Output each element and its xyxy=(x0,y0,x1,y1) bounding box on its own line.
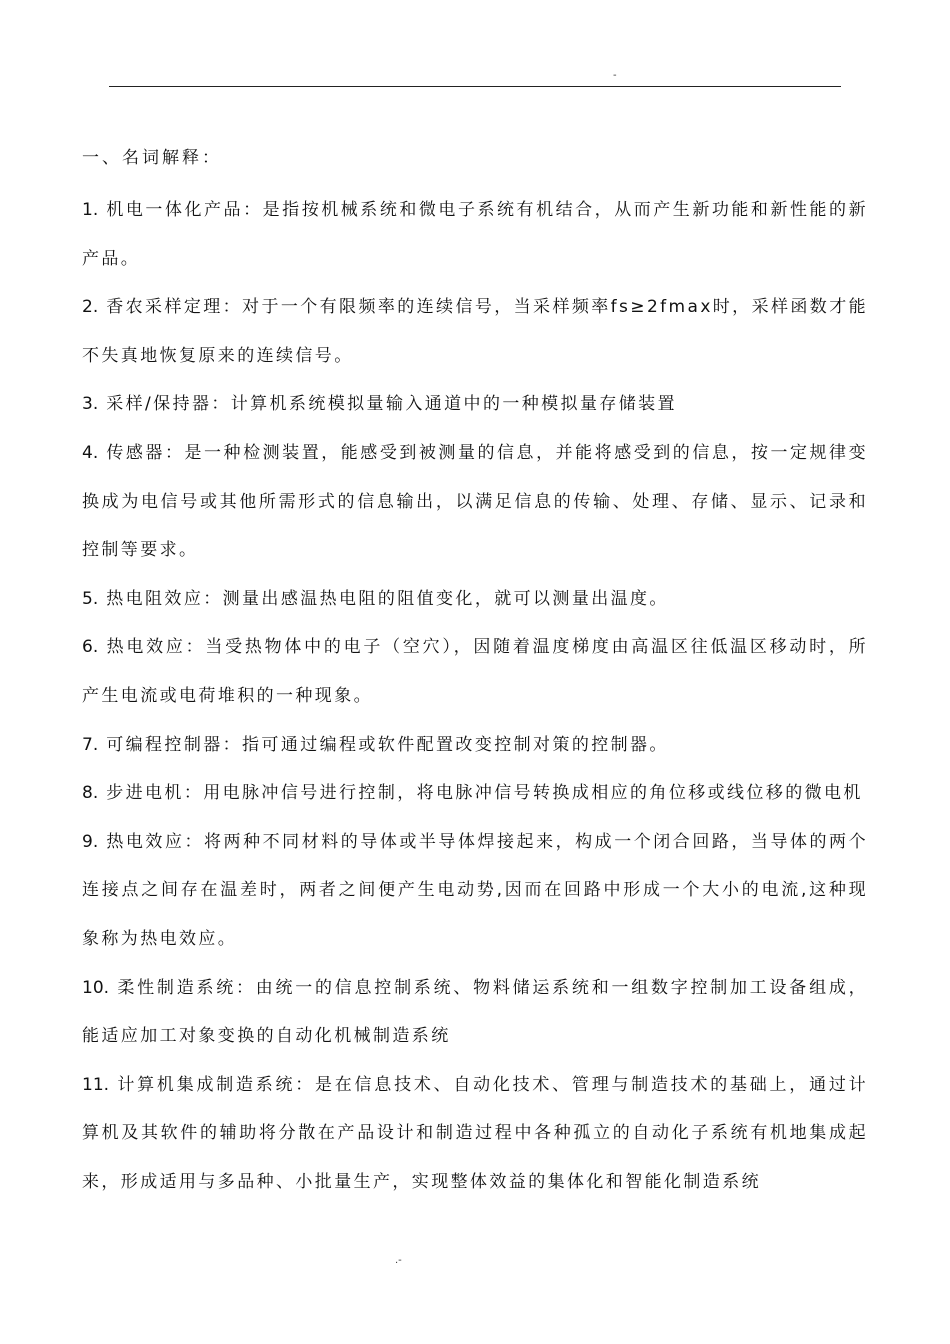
item-number: 6. xyxy=(82,637,99,658)
item-text: 可编程控制器：指可通过编程或软件配置改变控制对策的控制器。 xyxy=(106,734,669,755)
item-text: 采样/保持器：计算机系统模拟量输入通道中的一种模拟量存储装置 xyxy=(106,394,677,415)
item-number: 11. xyxy=(82,1074,110,1095)
definition-item xyxy=(82,818,868,964)
item-text: 机电一体化产品：是指按机械系统和微电子系统有机结合，从而产生新功能和新性能的新产品。 xyxy=(82,200,868,269)
item-number: 7. xyxy=(82,734,99,755)
item-number: 8. xyxy=(82,783,99,804)
definition-item xyxy=(82,283,868,380)
definition-item xyxy=(82,380,868,429)
definition-item xyxy=(82,769,868,818)
item-text: 香农采样定理：对于一个有限频率的连续信号，当采样频率fs≥2fmax时，采样函数才能不失真地恢复原来的连续信号。 xyxy=(82,297,868,366)
item-text: 步进电机：用电脉冲信号进行控制，将电脉冲信号转换成相应的角位移或线位移的微电机 xyxy=(106,783,863,804)
item-text: 热电阻效应：测量出感温热电阻的阻值变化，就可以测量出温度。 xyxy=(106,588,669,609)
item-text: 计算机集成制造系统：是在信息技术、自动化技术、管理与制造技术的基础上，通过计算机及其软件的辅助将分散在产品设计和制造过程中各种孤立的自动化子系统有机地集成起来，形成适用与多品种、小批量生产，实现整体效益的集体化和智能化制造系统 xyxy=(82,1074,868,1192)
item-number: 3. xyxy=(82,394,99,415)
item-number: 9. xyxy=(82,831,99,852)
definition-item xyxy=(82,623,868,720)
item-text: 传感器：是一种检测装置，能感受到被测量的信息，并能将感受到的信息，按一定规律变换成为电信号或其他所需形式的信息输出，以满足信息的传输、处理、存储、显示、记录和控制等要求。 xyxy=(82,442,868,561)
definition-item xyxy=(82,429,868,575)
header-mark: - xyxy=(613,70,617,81)
section-title: 一、名词解释： xyxy=(82,148,222,168)
document-body xyxy=(82,142,868,1206)
definition-item xyxy=(82,575,868,624)
item-number: 5. xyxy=(82,588,99,609)
item-text: 热电效应：当受热物体中的电子（空穴），因随着温度梯度由高温区往低温区移动时，所产生电流或电荷堆积的一种现象。 xyxy=(82,637,868,706)
definition-item xyxy=(82,721,868,770)
definition-item xyxy=(82,964,868,1061)
item-number: 1. xyxy=(82,200,99,220)
item-text: 柔性制造系统：由统一的信息控制系统、物料储运系统和一组数字控制加工设备组成，能适应加工对象变换的自动化机械制造系统 xyxy=(82,977,868,1047)
definition-item xyxy=(82,186,868,283)
item-text: 热电效应：将两种不同材料的导体或半导体焊接起来，构成一个闭合回路，当导体的两个连接点之间存在温差时，两者之间便产生电动势,因而在回路中形成一个大小的电流,这种现象称为热电效应。 xyxy=(82,831,868,949)
header-rule xyxy=(109,86,841,87)
item-number: 10. xyxy=(82,977,110,998)
item-number: 2. xyxy=(82,297,99,318)
definition-item xyxy=(82,1061,868,1207)
item-number: 4. xyxy=(82,442,99,463)
footer-mark: .- xyxy=(395,1255,402,1266)
